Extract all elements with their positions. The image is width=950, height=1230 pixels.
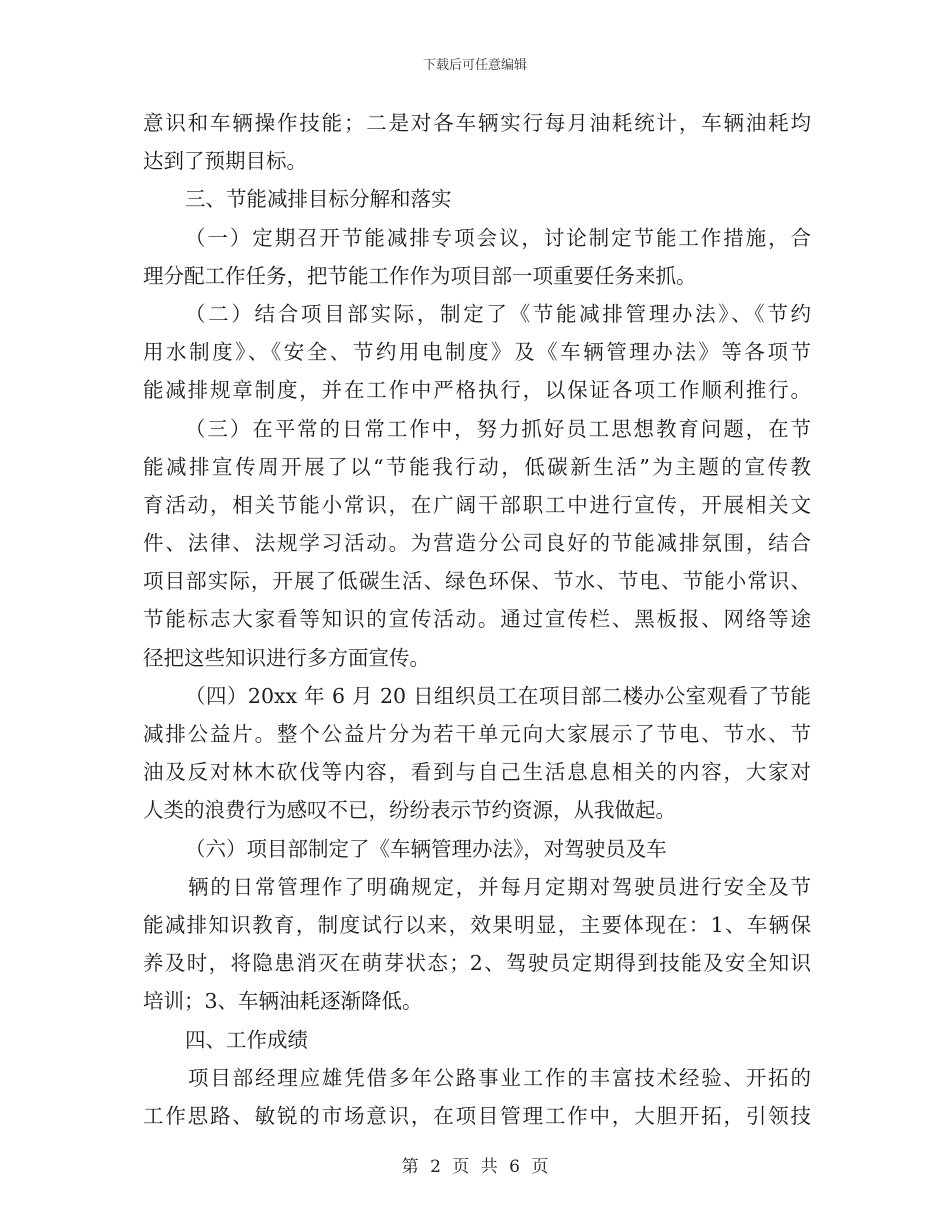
text-line: 能减排知识教育，制度试行以来，效果明显，主要体现在：1、车辆保 (143, 912, 811, 937)
text-line: 理分配工作任务，把节能工作作为项目部一项重要任务来抓。 (143, 263, 697, 288)
text-line: 培训；3、车辆油耗逐渐降低。 (143, 989, 423, 1014)
page-number: 第 2 页 共 6 页 (401, 1157, 549, 1177)
text-line: 辆的日常管理作了明确规定，并每月定期对驾驶员进行安全及节 (188, 874, 811, 899)
text-line: 节能标志大家看等知识的宣传活动。通过宣传栏、黑板报、网络等途 (143, 607, 811, 632)
text-line: 育活动，相关节能小常识，在广阔干部职工中进行宣传，开展相关文 (143, 492, 811, 517)
text-line: 达到了预期目标。 (143, 149, 307, 174)
text-line: 能减排规章制度，并在工作中严格执行，以保证各项工作顺利推行。 (143, 378, 811, 403)
text-line: 用水制度》、《安全、节约用电制度》及《车辆管理办法》等各项节 (143, 340, 811, 365)
text-line: 工作思路、敏锐的市场意识，在项目管理工作中，大胆开拓，引领技 (143, 1103, 811, 1128)
text-line: 能减排宣传周开展了以“节能我行动，低碳新生活”为主题的宣传教 (143, 454, 811, 479)
text-line: 意识和车辆操作技能；二是对各车辆实行每月油耗统计，车辆油耗均 (143, 111, 811, 135)
text-line: （一）定期召开节能减排专项会议，讨论制定节能工作措施，合 (185, 225, 811, 250)
text-line: 减排公益片。整个公益片分为若干单元向大家展示了节电、节水、节 (143, 722, 811, 746)
document-body (143, 104, 811, 1135)
text-line: （二）结合项目部实际，制定了《节能减排管理办法》、《节约 (185, 301, 811, 326)
text-line: （四）20xx 年 6 月 20 日组织员工在项目部二楼办公室观看了节能 (185, 683, 811, 708)
text-line: 项目部实际，开展了低碳生活、绿色环保、节水、节电、节能小常识、 (143, 569, 811, 594)
text-line: （三）在平常的日常工作中，努力抓好员工思想教育问题，在节 (185, 416, 811, 441)
text-line: 人类的浪费行为感叹不已，纷纷表示节约资源，从我做起。 (143, 798, 676, 823)
section-heading: 四、工作成绩 (185, 1027, 308, 1052)
section-heading: 三、节能减排目标分解和落实 (185, 187, 452, 212)
text-line: 油及反对林木砍伐等内容，看到与自己生活息息相关的内容，大家对 (143, 760, 811, 785)
text-line: 径把这些知识进行多方面宣传。 (143, 645, 430, 670)
text-line: （六）项目部制定了《车辆管理办法》，对驾驶员及车 (185, 836, 667, 861)
text-line: 养及时，将隐患消灭在萌芽状态；2、驾驶员定期得到技能及安全知识 (143, 951, 811, 976)
page-header: 下载后可任意编辑 (422, 58, 527, 73)
text-line: 件、法律、法规学习活动。为营造分公司良好的节能减排氛围，结合 (143, 531, 811, 556)
text-line: 项目部经理应雄凭借多年公路事业工作的丰富技术经验、开拓的 (188, 1065, 811, 1090)
